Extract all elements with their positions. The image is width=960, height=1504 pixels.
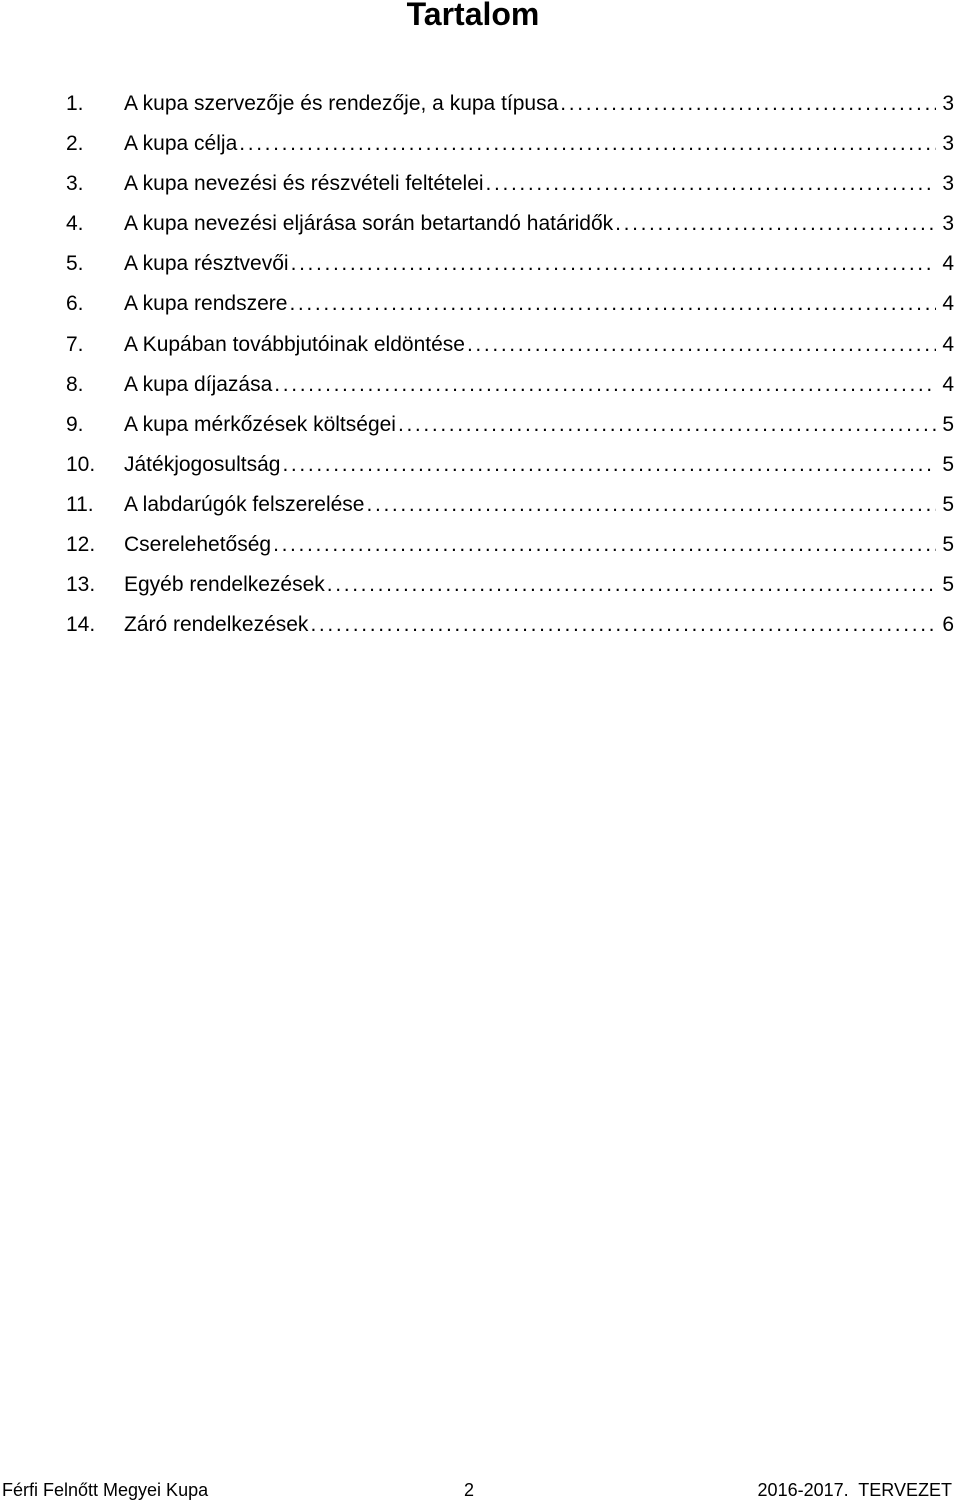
toc-dot-leader — [274, 365, 936, 405]
toc-title: A kupa díjazása — [124, 372, 273, 396]
toc-number: 13. — [66, 573, 96, 597]
toc-number: 9. — [66, 412, 84, 436]
toc-page-number: 4 — [942, 252, 954, 276]
toc-page-number: 5 — [942, 533, 954, 557]
toc-page-number: 4 — [942, 332, 954, 356]
toc-title: A labdarúgók felszerelése — [124, 492, 365, 516]
toc-entry-2[interactable] — [66, 124, 960, 164]
toc-number: 14. — [66, 613, 96, 637]
toc-title: A kupa nevezési és részvételi feltételei — [124, 172, 484, 196]
toc-number: 8. — [66, 372, 84, 396]
toc-number: 1. — [66, 92, 84, 115]
toc-dot-leader — [367, 485, 937, 525]
toc-number: 12. — [66, 533, 96, 557]
toc-dot-leader — [239, 124, 936, 164]
toc-entry-8[interactable] — [66, 365, 960, 405]
toc-title: Cserelehetőség — [124, 533, 272, 557]
toc-entry-1[interactable] — [66, 84, 960, 124]
toc-number: 3. — [66, 172, 84, 196]
toc-dot-leader — [560, 84, 936, 124]
toc-entry-7[interactable] — [66, 325, 960, 365]
toc-entry-4[interactable] — [66, 204, 960, 244]
page-footer — [0, 1476, 960, 1504]
toc-number: 11. — [66, 492, 94, 516]
toc-number: 10. — [66, 452, 96, 476]
toc-entry-5[interactable] — [66, 244, 960, 284]
toc-dot-leader — [327, 565, 937, 605]
table-of-contents — [66, 84, 960, 645]
toc-number: 6. — [66, 292, 84, 316]
toc-page-number: 5 — [942, 452, 954, 476]
footer-page-number: 2 — [464, 1480, 475, 1500]
toc-page-number: 4 — [942, 292, 954, 316]
toc-entry-12[interactable] — [66, 525, 960, 565]
toc-number: 4. — [66, 212, 84, 236]
toc-page-number: 3 — [942, 132, 954, 156]
toc-page-number: 5 — [942, 573, 954, 597]
toc-page-number: 4 — [942, 372, 954, 396]
toc-title: A kupa nevezési eljárása során betartandó határidők — [124, 212, 614, 236]
toc-title: A kupa mérkőzések költségei — [124, 412, 396, 436]
toc-dot-leader — [486, 164, 937, 204]
toc-title: A kupa szervezője és rendezője, a kupa típusa — [124, 92, 559, 115]
page-title: Tartalom — [406, 0, 540, 32]
toc-title: A kupa rendszere — [124, 292, 288, 316]
toc-number: 7. — [66, 332, 84, 356]
toc-dot-leader — [273, 525, 936, 565]
toc-entry-14[interactable] — [66, 605, 960, 645]
toc-number: 2. — [66, 132, 84, 156]
toc-entry-9[interactable] — [66, 405, 960, 445]
toc-title: A kupa résztvevői — [124, 252, 289, 276]
toc-entry-11[interactable] — [66, 485, 960, 525]
toc-page-number: 3 — [942, 92, 954, 115]
toc-entry-10[interactable] — [66, 445, 960, 485]
toc-dot-leader — [398, 405, 936, 445]
toc-dot-leader — [289, 284, 936, 324]
toc-page-number: 3 — [942, 172, 954, 196]
toc-page-number: 3 — [942, 212, 954, 236]
footer-season-status: 2016-2017. TERVEZET — [757, 1480, 952, 1500]
toc-dot-leader — [310, 605, 936, 645]
toc-page-number: 5 — [942, 412, 954, 436]
toc-page-number: 5 — [942, 492, 954, 516]
toc-dot-leader — [291, 244, 937, 284]
toc-title: Egyéb rendelkezések — [124, 573, 325, 597]
toc-entry-13[interactable] — [66, 565, 960, 605]
toc-title: Játékjogosultság — [124, 452, 281, 476]
footer-document-name: Férfi Felnőtt Megyei Kupa — [2, 1480, 209, 1500]
toc-title: Záró rendelkezések — [124, 613, 309, 637]
toc-entry-3[interactable] — [66, 164, 960, 204]
toc-dot-leader — [467, 325, 936, 365]
toc-dot-leader — [282, 445, 936, 485]
toc-title: A kupa célja — [124, 132, 238, 156]
toc-dot-leader — [615, 204, 936, 244]
toc-page-number: 6 — [942, 613, 954, 637]
toc-number: 5. — [66, 252, 84, 276]
toc-entry-6[interactable] — [66, 284, 960, 324]
toc-title: A Kupában továbbjutóinak eldöntése — [124, 332, 465, 356]
